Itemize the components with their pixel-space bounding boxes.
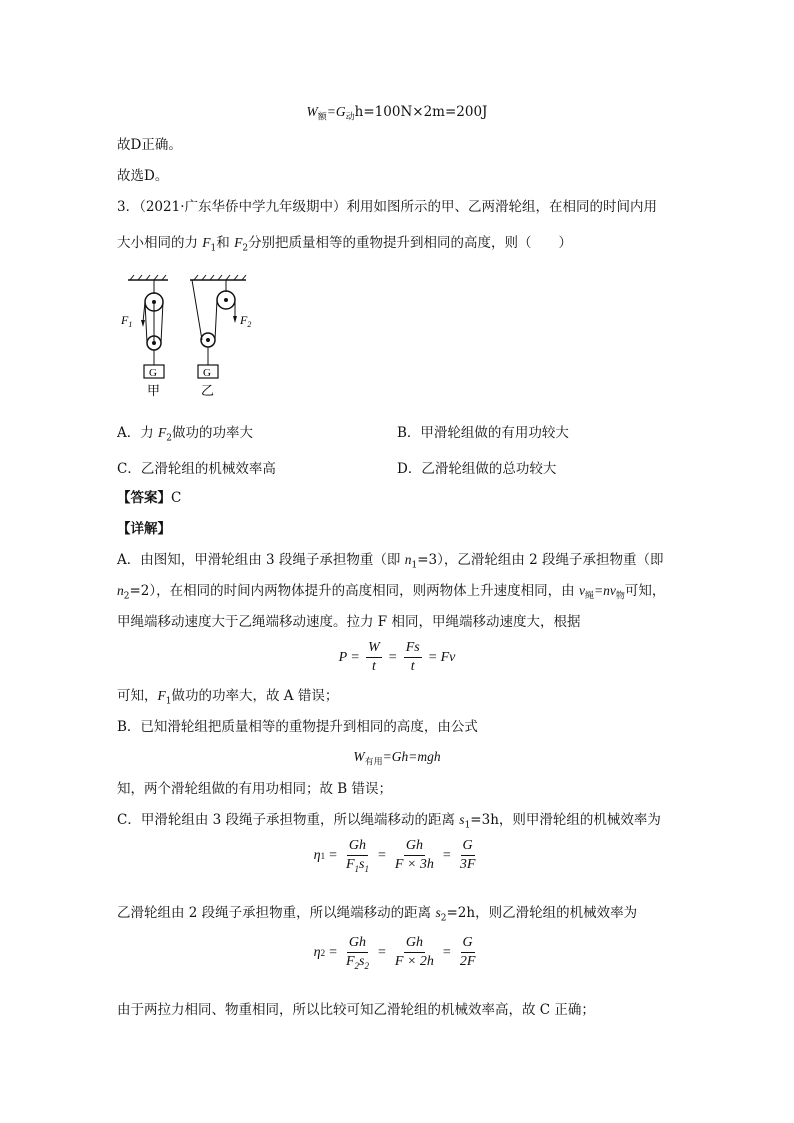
weight-label-right: G	[203, 367, 211, 379]
top-formula: $W_额=G_动h=100N\times 2m=200J$	[306, 104, 488, 123]
weight-label-left: G	[149, 367, 157, 379]
explain-b-line-2: 知，两个滑轮组做的有用功相同；故 B 错误；	[117, 781, 393, 797]
explain-a-line-3: 甲绳端移动速度大于乙绳端移动速度。拉力 F 相同，甲绳端移动速度大，根据	[117, 614, 581, 630]
explain-c-line-3: 由于两拉力相同、物重相同，所以比较可知乙滑轮组的机械效率高，故 C 正确；	[117, 1002, 595, 1018]
option-c[interactable]: C．乙滑轮组的机械效率高	[117, 461, 276, 477]
label-f1: $F_1$	[121, 313, 133, 329]
ceiling-left	[128, 275, 168, 280]
efficiency-1-formula: η 1 = $\frac{Gh}{F_1s_1}$ = $\frac{Gh}{F \times 3h}$ = $\frac{G}{3F}$	[313, 838, 476, 874]
question-3-line-1: 3．（2021·广东华侨中学九年级期中）利用如图所示的甲、乙两滑轮组，在相同的时间内用	[117, 199, 657, 215]
explain-c-line-2: 乙滑轮组由 2 段绳子承担物重，所以绳端移动的距离 $s_2=2h$，则乙滑轮组的机械效率为	[117, 905, 638, 924]
option-d[interactable]: D．乙滑轮组做的总功较大	[397, 461, 557, 477]
detail-label: 【详解】	[117, 521, 171, 537]
pulley-system-left	[141, 280, 164, 378]
label-f2: $F_2$	[240, 313, 252, 329]
option-b[interactable]: B．甲滑轮组做的有用功较大	[397, 425, 569, 441]
caption-left: 甲	[147, 383, 161, 398]
explain-a-line-4: 可知，$F_1$做功的功率大，故 A 错误；	[117, 688, 339, 707]
answer-line: 【答案】C	[117, 490, 182, 506]
d-correct-line: 故D正确。	[117, 137, 182, 153]
explain-a-line-2: $n_2=2$），在相同的时间内两物体提升的高度相同，则两物体上升速度相同，由 $v_绳=nv_物$可知，	[117, 583, 666, 602]
pulley-system-right	[192, 280, 237, 378]
explain-a-line-1: A．由图知，甲滑轮组由 3 段绳子承担物重（即 $n_1=3$），乙滑轮组由 2 段绳子承担物重（即	[117, 552, 664, 571]
efficiency-2-formula: η 2 = $\frac{Gh}{F_2s_2}$ = $\frac{Gh}{F \times 2h}$ = $\frac{G}{2F}$	[313, 935, 476, 971]
useful-work-formula: $W_{有用}=Gh=mgh$	[353, 749, 441, 768]
explain-c-line-1: C．甲滑轮组由 3 段绳子承担物重，所以绳端移动的距离 $s_1=3h$，则甲滑轮组的机械效率为	[117, 812, 661, 831]
power-formula: P = $\frac{W}{t}$ = $\frac{Fs}{t}$ = Fv	[338, 640, 456, 674]
caption-right: 乙	[201, 383, 215, 398]
explain-b-line-1: B．已知滑轮组把质量相等的重物提升到相同的高度，由公式	[117, 719, 478, 735]
pulley-figure	[118, 270, 278, 400]
question-3-line-2: 大小相同的力 $F_1$和 $F_2$分别把质量相等的重物提升到相同的高度，则（ ）	[117, 235, 573, 254]
option-a[interactable]: A．力 $F_2$做功的功率大	[117, 425, 254, 444]
select-d-line: 故选D。	[117, 168, 169, 184]
ceiling-right	[190, 275, 246, 280]
